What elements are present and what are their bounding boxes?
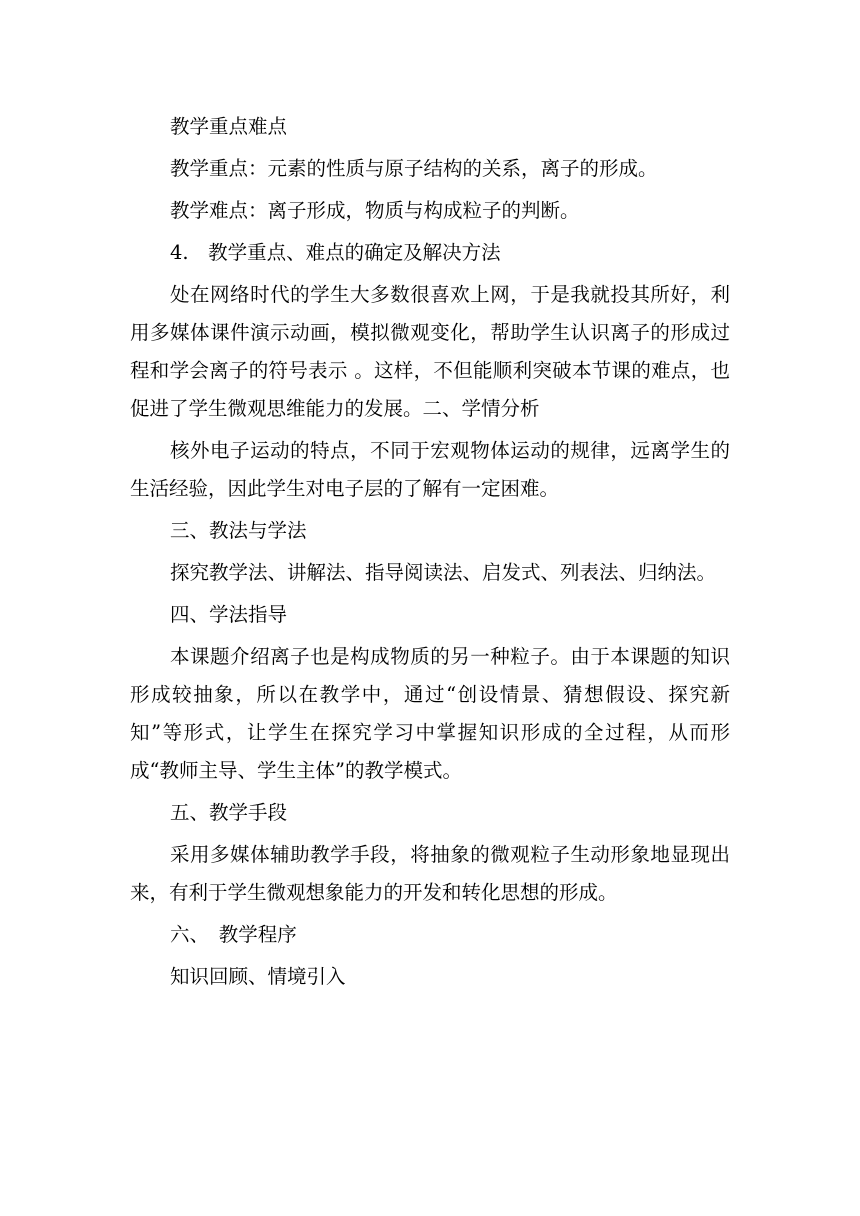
heading-section-6: 六、 教学程序 (170, 923, 297, 946)
paragraph-teaching-methods: 探究教学法、讲解法、指导阅读法、启发式、列表法、归纳法。 (170, 561, 717, 584)
heading-section-4: 4. 教学重点、难点的确定及解决方法 (170, 241, 501, 264)
paragraph-key-point: 教学重点：元素的性质与原子结构的关系，离子的形成。 (170, 157, 658, 180)
heading-section-3: 三、教法与学法 (170, 519, 307, 542)
paragraph-learning-guidance: 本课题介绍离子也是构成物质的另一种粒子。由于本课题的知识形成较抽象，所以在教学中，通过“创设情景、猜想假设、探究新知”等形式，让学生在探究学习中掌握知识形成的全过程，从而形成“教师主导、学生主体”的教学模式。 (130, 645, 730, 782)
paragraph-solution-method: 处在网络时代的学生大多数很喜欢上网，于是我就投其所好，利用多媒体课件演示动画，模拟微观变化，帮助学生认识离子的形成过程和学会离子的符号表示 。这样，不但能顺利突破本节课的难点，也促进了学生微观思维能力的发展。二、学情分析 (130, 283, 730, 420)
paragraph-review-intro: 知识回顾、情境引入 (170, 965, 346, 988)
paragraph-difficult-point: 教学难点：离子形成，物质与构成粒子的判断。 (170, 199, 580, 222)
heading-section-4-guidance: 四、学法指导 (170, 603, 288, 626)
document-body (130, 108, 730, 996)
heading-section-5: 五、教学手段 (170, 801, 288, 824)
paragraph-teaching-means: 采用多媒体辅助教学手段，将抽象的微观粒子生动形象地显现出来，有利于学生微观想象能力的开发和转化思想的形成。 (130, 843, 730, 904)
paragraph-student-analysis: 核外电子运动的特点，不同于宏观物体运动的规律，远离学生的生活经验，因此学生对电子层的了解有一定困难。 (130, 439, 730, 500)
heading-key-points: 教学重点难点 (170, 115, 288, 138)
